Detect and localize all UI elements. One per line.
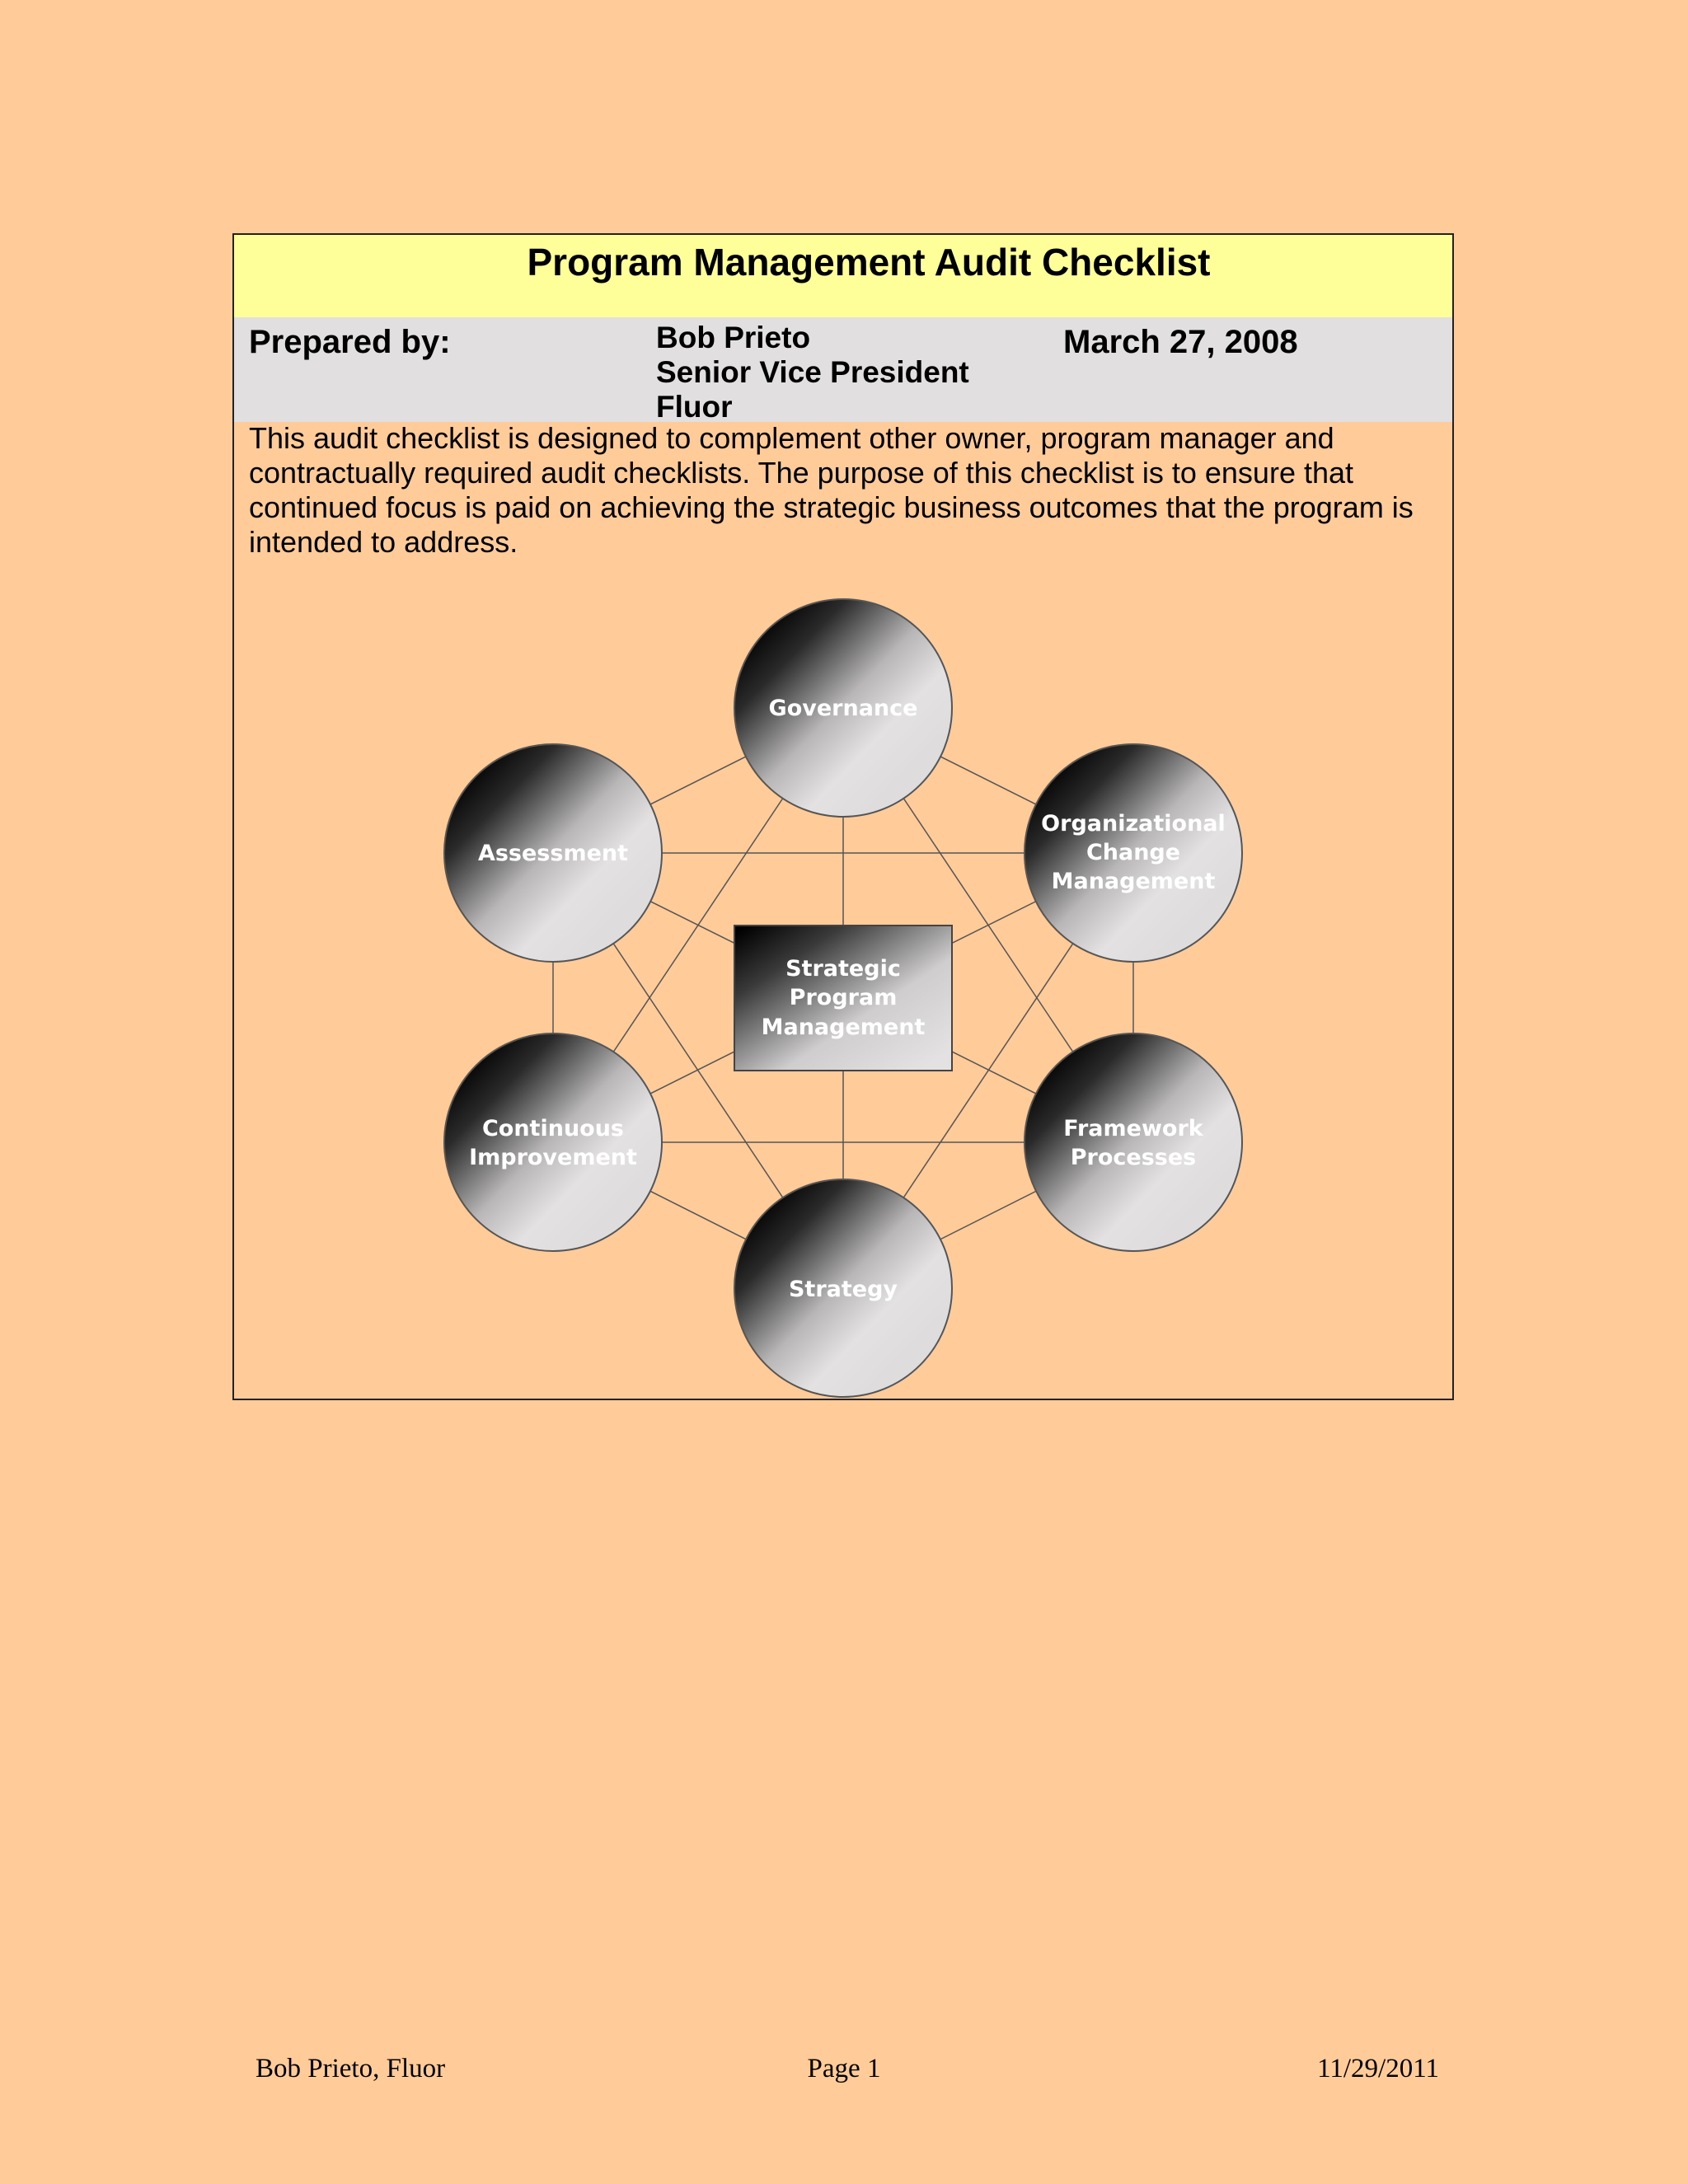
author-name: Bob Prieto <box>656 321 811 354</box>
title-band <box>234 235 1452 317</box>
node-organizational-change-management <box>1025 744 1242 962</box>
page-footer <box>0 2050 1688 2087</box>
node-governance <box>734 599 952 817</box>
node-org-change-label-line: Management <box>1051 869 1216 894</box>
center-node-label-line: Management <box>761 1015 926 1040</box>
center-node-strategic-program-management <box>734 926 952 1071</box>
footer-author: Bob Prieto, Fluor <box>256 2054 446 2083</box>
node-strategy <box>734 1179 952 1397</box>
node-assessment <box>444 744 662 962</box>
author-company: Fluor <box>656 390 733 424</box>
prepared-by-band <box>234 317 1452 422</box>
node-continuous-improvement <box>444 1033 662 1251</box>
node-assessment-label: Assessment <box>477 841 629 866</box>
page-title: Program Management Audit Checklist <box>527 241 1211 284</box>
node-org-change-label-line: Organizational <box>1041 811 1226 837</box>
node-strategy-label: Strategy <box>788 1277 898 1302</box>
footer-date: 11/29/2011 <box>1317 2054 1439 2083</box>
prepared-by-label: Prepared by: <box>249 324 451 360</box>
author-title: Senior Vice President <box>656 355 969 389</box>
node-framework-processes <box>1025 1033 1242 1251</box>
node-governance-label: Governance <box>768 696 918 721</box>
node-continuous-label-line: Continuous <box>481 1116 625 1141</box>
node-continuous-label-line: Improvement <box>469 1145 637 1170</box>
center-node-label-line: Program <box>789 985 898 1010</box>
node-framework-label-line: Framework <box>1063 1116 1203 1141</box>
node-org-change-label-line: Change <box>1085 840 1181 865</box>
author-block <box>656 321 969 424</box>
intro-paragraph: This audit checklist is designed to complement other owner, program manager and contractually required audit checklists. The purpose of this checklist is to ensure that continued focus is paid on achieving the strategic business outcomes that the program is intended to address. <box>249 421 1414 559</box>
footer-page-number: Page 1 <box>807 2054 881 2083</box>
node-framework-label-line: Processes <box>1070 1145 1197 1170</box>
prepared-date: March 27, 2008 <box>1063 324 1298 360</box>
center-node-label-line: Strategic <box>785 956 901 982</box>
